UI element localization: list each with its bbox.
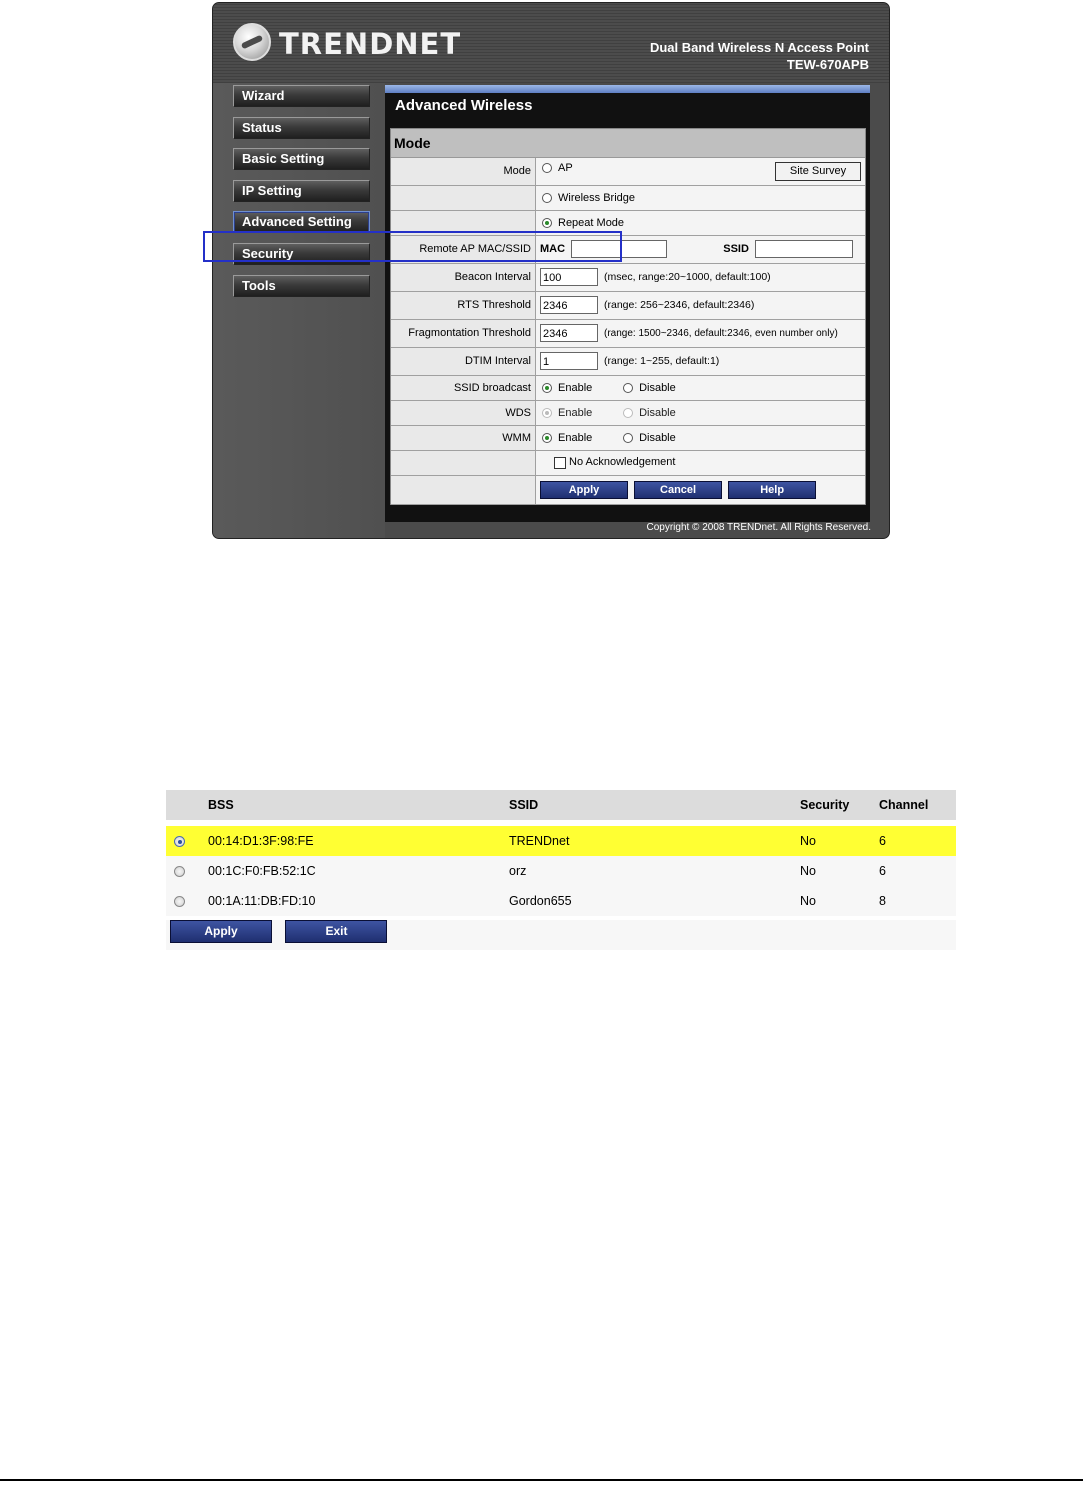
- rts-threshold-hint: (range: 256~2346, default:2346): [604, 299, 755, 311]
- beacon-interval-label: Beacon Interval: [391, 263, 536, 291]
- copyright-text: Copyright © 2008 TRENDnet. All Rights Reserved.: [646, 522, 871, 533]
- dtim-interval-hint: (range: 1~255, default:1): [604, 355, 720, 367]
- nav-basic-setting[interactable]: Basic Setting: [233, 148, 370, 170]
- nav-security[interactable]: Security: [233, 243, 370, 265]
- security-cell: No: [796, 886, 875, 916]
- ssid-broadcast-enable-label: Enable: [558, 381, 593, 394]
- bss-cell: 00:1A:11:DB:FD:10: [204, 886, 505, 916]
- wds-enable-label: Enable: [558, 406, 593, 419]
- fragmentation-threshold-hint: (range: 1500~2346, default:2346, even number only): [604, 327, 838, 339]
- router-admin-window: [212, 2, 890, 539]
- content-accent-bar: [385, 85, 870, 93]
- mac-label: MAC: [540, 242, 566, 255]
- row-select-radio[interactable]: [174, 866, 185, 877]
- mode-ap-label: AP: [558, 161, 573, 174]
- wmm-disable-radio[interactable]: [623, 433, 633, 443]
- survey-exit-button[interactable]: Exit: [285, 920, 387, 943]
- mode-ap-radio[interactable]: [542, 163, 552, 173]
- wds-disable-radio[interactable]: [623, 408, 633, 418]
- mode-label: Mode: [391, 158, 536, 185]
- mode-repeat-label: Repeat Mode: [558, 216, 625, 229]
- table-row[interactable]: [166, 826, 956, 856]
- dtim-interval-input[interactable]: 1: [540, 352, 598, 370]
- wmm-disable-label: Disable: [639, 431, 676, 444]
- fragmentation-threshold-input[interactable]: 2346: [540, 324, 598, 342]
- product-model: TEW-670APB: [786, 57, 869, 72]
- bss-cell: 00:1C:F0:FB:52:1C: [204, 856, 505, 886]
- ssid-broadcast-enable-radio[interactable]: [542, 383, 552, 393]
- nav-advanced-setting[interactable]: Advanced Setting: [233, 211, 370, 233]
- advanced-wireless-form: [390, 128, 866, 505]
- nav-ip-setting[interactable]: IP Setting: [233, 180, 370, 202]
- beacon-interval-hint: (msec, range:20~1000, default:100): [604, 271, 771, 283]
- security-cell: No: [796, 856, 875, 886]
- table-row[interactable]: [166, 886, 956, 916]
- ssid-label: SSID: [723, 242, 749, 255]
- ssid-cell: TRENDnet: [505, 826, 796, 856]
- trendnet-logo-icon: [233, 23, 271, 61]
- mode-wireless-bridge-label: Wireless Bridge: [558, 191, 636, 204]
- column-ssid: SSID: [505, 790, 796, 820]
- row-select-radio[interactable]: [174, 836, 185, 847]
- rts-threshold-input[interactable]: 2346: [540, 296, 598, 314]
- section-title: Mode: [391, 129, 865, 158]
- ssid-input[interactable]: [755, 240, 853, 258]
- page-divider: [0, 1479, 1083, 1481]
- mode-repeat-radio[interactable]: [542, 218, 552, 228]
- ssid-broadcast-disable-label: Disable: [639, 381, 676, 394]
- security-cell: No: [796, 826, 875, 856]
- wds-enable-radio[interactable]: [542, 408, 552, 418]
- apply-button[interactable]: Apply: [540, 481, 628, 499]
- ssid-broadcast-label: SSID broadcast: [391, 375, 536, 400]
- beacon-interval-input[interactable]: 100: [540, 268, 598, 286]
- site-survey-table: [166, 790, 956, 916]
- bss-cell: 00:14:D1:3F:98:FE: [204, 826, 505, 856]
- help-button[interactable]: Help: [728, 481, 816, 499]
- survey-apply-button[interactable]: Apply: [170, 920, 272, 943]
- page-title: Advanced Wireless: [395, 97, 533, 114]
- remote-ap-highlight-box: [203, 231, 622, 262]
- sidebar-nav: [233, 85, 370, 306]
- wmm-label: WMM: [391, 425, 536, 450]
- remote-ap-label: Remote AP MAC/SSID: [391, 235, 536, 263]
- header-bar: [213, 3, 889, 83]
- table-row[interactable]: [166, 856, 956, 886]
- settings-table: [391, 158, 865, 505]
- channel-cell: 6: [875, 856, 956, 886]
- nav-wizard[interactable]: Wizard: [233, 85, 370, 107]
- ssid-broadcast-disable-radio[interactable]: [623, 383, 633, 393]
- ssid-cell: Gordon655: [505, 886, 796, 916]
- no-acknowledgement-label: No Acknowledgement: [569, 456, 676, 469]
- channel-cell: 6: [875, 826, 956, 856]
- fragmentation-threshold-label: Fragmontation Threshold: [391, 319, 536, 347]
- ssid-cell: orz: [505, 856, 796, 886]
- wmm-enable-label: Enable: [558, 431, 593, 444]
- column-bss: BSS: [204, 790, 505, 820]
- rts-threshold-label: RTS Threshold: [391, 291, 536, 319]
- wds-label: WDS: [391, 400, 536, 425]
- wmm-enable-radio[interactable]: [542, 433, 552, 443]
- survey-button-bar: [166, 920, 956, 950]
- site-survey-button[interactable]: Site Survey: [775, 162, 861, 181]
- brand-logo-text: TRENDNET: [279, 27, 462, 61]
- nav-status[interactable]: Status: [233, 117, 370, 139]
- wds-disable-label: Disable: [639, 406, 676, 419]
- nav-tools[interactable]: Tools: [233, 275, 370, 297]
- content-panel: [385, 85, 870, 522]
- site-survey-panel: [166, 790, 956, 950]
- cancel-button[interactable]: Cancel: [634, 481, 722, 499]
- dtim-interval-label: DTIM Interval: [391, 347, 536, 375]
- row-select-radio[interactable]: [174, 896, 185, 907]
- product-name: Dual Band Wireless N Access Point: [649, 40, 869, 55]
- column-channel: Channel: [875, 790, 956, 820]
- column-security: Security: [796, 790, 875, 820]
- no-acknowledgement-checkbox[interactable]: [554, 457, 566, 469]
- channel-cell: 8: [875, 886, 956, 916]
- mode-wireless-bridge-radio[interactable]: [542, 193, 552, 203]
